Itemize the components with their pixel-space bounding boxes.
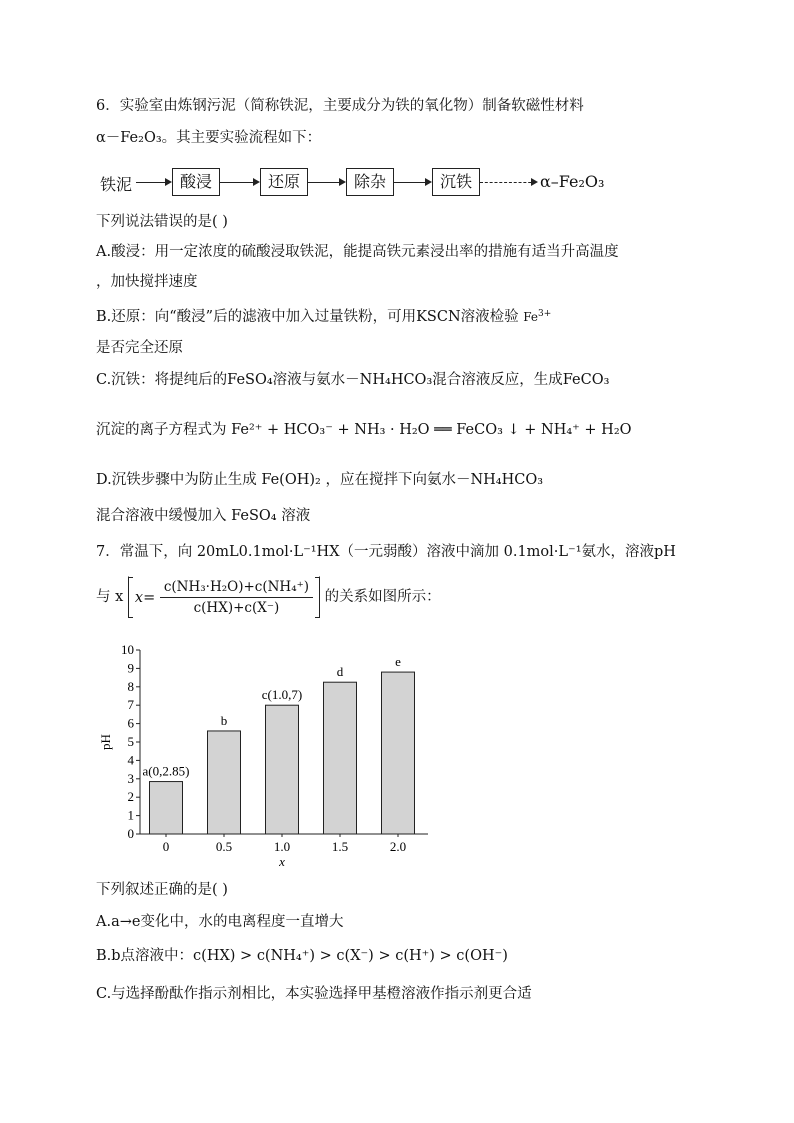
q6-stem-line2: α－Fe₂O₃。其主要实验流程如下： xyxy=(96,130,322,146)
ph-bar-chart xyxy=(96,640,436,870)
q6-stem-line1: 6．实验室由炼钢污泥（简称铁泥，主要成分为铁的氧化物）制备软磁性材料 xyxy=(96,98,584,114)
bar xyxy=(208,731,241,834)
bar xyxy=(382,672,415,834)
q6-prompt: 下列说法错误的是( ) xyxy=(96,214,228,230)
q6-option-b-line1 xyxy=(96,304,551,327)
q7-option-a: A.a→e变化中，水的电离程度一直增大 xyxy=(96,914,344,930)
y-tick-label: 6 xyxy=(127,715,134,731)
x-tick-label: 1.0 xyxy=(273,839,291,854)
x-tick-label: 1.5 xyxy=(331,839,349,854)
bar-point-label: b xyxy=(220,712,228,728)
q7-stem-pre: 与 x xyxy=(96,589,124,605)
flow-arrow xyxy=(308,182,344,183)
bar-point-label: a(0,2.85) xyxy=(142,763,190,779)
y-tick-label: 4 xyxy=(127,752,134,768)
bar xyxy=(266,705,299,834)
q7-option-b: B.b点溶液中：c(HX) > c(NH₄⁺) > c(X⁻) > c(H⁺) > c(OH⁻) xyxy=(96,948,508,964)
q7-stem-line2 xyxy=(96,576,441,626)
x-tick-label: 0 xyxy=(162,839,170,854)
flow-arrow xyxy=(220,182,258,183)
bar xyxy=(324,682,357,834)
q6-flowchart xyxy=(96,168,656,200)
bar xyxy=(150,782,183,834)
q7-fraction-bracket xyxy=(128,576,320,618)
x-tick-label: 2.0 xyxy=(389,839,407,854)
flow-arrow xyxy=(394,182,430,183)
flow-step-4: 沉铁 xyxy=(432,168,480,196)
flow-end: α–Fe₂O₃ xyxy=(540,172,605,191)
y-tick-label: 2 xyxy=(127,789,134,805)
y-tick-label: 5 xyxy=(127,734,134,749)
flow-step-1: 酸浸 xyxy=(172,168,220,196)
q7-stem-post: 的关系如图所示： xyxy=(324,589,441,605)
q7-frac-numerator: c(NH₃·H₂O)+c(NH₄⁺) xyxy=(160,577,313,598)
q6-option-c-line1: C.沉铁：将提纯后的FeSO₄溶液与氨水－NH₄HCO₃混合溶液反应，生成FeCO₃ xyxy=(96,372,610,388)
bar-point-label: c(1.0,7) xyxy=(261,687,303,703)
x-tick-label: 0.5 xyxy=(215,839,233,854)
y-tick-label: 9 xyxy=(127,660,134,676)
flow-arrow-dashed xyxy=(480,182,536,183)
q6-option-d-line2: 混合溶液中缓慢加入 FeSO₄ 溶液 xyxy=(96,508,311,524)
flow-arrow xyxy=(136,182,170,183)
q6-option-a-line1: A.酸浸：用一定浓度的硫酸浸取铁泥，能提高铁元素浸出率的措施有适当升高温度 xyxy=(96,244,619,260)
q6-option-b-line2: 是否完全还原 xyxy=(96,340,183,356)
q6-option-a-line2: ，加快搅拌速度 xyxy=(96,274,198,290)
q6-option-c-line2: 沉淀的离子方程式为 Fe²⁺ + HCO₃⁻ + NH₃ · H₂O ══ FeCO₃ ↓ + NH₄⁺ + H₂O xyxy=(96,422,632,438)
y-axis-label: pH xyxy=(98,734,113,750)
bar-point-label: e xyxy=(395,654,401,670)
y-tick-label: 1 xyxy=(127,807,134,823)
x-axis-label: x xyxy=(279,854,285,869)
y-tick-label: 0 xyxy=(127,826,134,841)
flow-step-3: 除杂 xyxy=(346,168,394,196)
flow-step-2: 还原 xyxy=(260,168,308,196)
y-tick-label: 8 xyxy=(127,678,134,694)
flow-start: 铁泥 xyxy=(100,175,133,194)
bar-point-label: d xyxy=(336,664,344,680)
y-tick-label: 7 xyxy=(127,697,134,713)
q6-option-b-text: B.还原：向“酸浸”后的滤液中加入过量铁粉，可用KSCN溶液检验 xyxy=(96,309,519,325)
q7-option-c: C.与选择酚酞作指示剂相比，本实验选择甲基橙溶液作指示剂更合适 xyxy=(96,986,532,1002)
q7-prompt: 下列叙述正确的是( ) xyxy=(96,882,228,898)
q6-option-b-ion: $Fe^{3+}$ xyxy=(523,309,552,324)
q7-frac-lhs: x= xyxy=(134,589,156,606)
y-tick-label: 10 xyxy=(121,642,134,657)
q6-option-d-line1: D.沉铁步骤中为防止生成 Fe(OH)₂ ，应在搅拌下向氨水－NH₄HCO₃ xyxy=(96,472,544,488)
y-tick-label: 3 xyxy=(127,770,134,786)
q7-stem-line1: 7．常温下，向 20mL0.1mol·L⁻¹HX（一元弱酸）溶液中滴加 0.1mol·L⁻¹氨水，溶液pH xyxy=(96,544,676,560)
q7-frac-denominator: c(HX)+c(X⁻) xyxy=(193,600,280,616)
